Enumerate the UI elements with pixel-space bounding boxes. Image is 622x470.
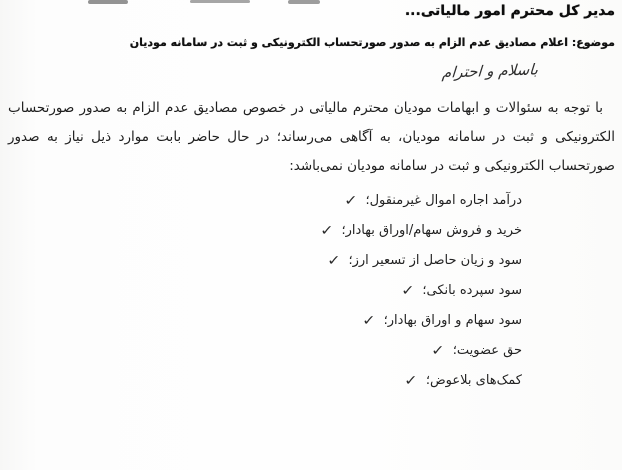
subject-line: موضوع: اعلام مصادیق عدم الزام به صدور صورتحساب الکترونیکی و ثبت در سامانه مودیان (129, 36, 615, 49)
check-icon: ✓ (404, 373, 418, 389)
list-item (321, 222, 522, 240)
check-icon: ✓ (326, 253, 341, 269)
list-item-text: سود سهام و اوراق بهادار؛ (383, 313, 522, 328)
list-item (363, 312, 522, 330)
body-paragraph-line-1: با توجه به سئوالات و ابهامات مودیان محترم مالیاتی در خصوص مصادیق عدم الزام به صدور صورتحساب (8, 100, 603, 116)
check-icon: ✓ (362, 313, 376, 329)
list-item (328, 252, 522, 270)
list-item-text: حق عضویت؛ (452, 343, 522, 358)
list-item-text: خرید و فروش سهام/اوراق بهادار؛ (341, 223, 522, 238)
check-icon: ✓ (343, 193, 358, 209)
list-item (402, 282, 522, 300)
exemption-checklist (321, 192, 522, 402)
list-item-text: کمک‌های بلاعوض؛ (425, 373, 522, 388)
check-icon: ✓ (400, 283, 415, 299)
list-item-text: درآمد اجاره اموال غیرمنقول؛ (365, 193, 522, 208)
list-item (345, 192, 522, 210)
handwritten-salutation: باسلام و احترام (441, 60, 539, 82)
list-item-text: سود سپرده بانکی؛ (422, 283, 522, 298)
body-paragraph-line-3: صورتحساب الکترونیکی و ثبت در سامانه مودیان نمی‌باشد: (289, 158, 615, 174)
list-item-text: سود و زیان حاصل از تسعیر ارز؛ (348, 253, 522, 268)
list-item (432, 342, 522, 360)
check-icon: ✓ (431, 343, 445, 359)
recipient-line: مدیر کل محترم امور مالیاتی... (404, 3, 615, 19)
check-icon: ✓ (319, 223, 334, 239)
body-paragraph-line-2: الکترونیکی و ثبت در سامانه مودیان، به آگاهی می‌رساند؛ در حال حاضر بابت موارد ذیل نیاز به صدور (8, 129, 615, 145)
list-item (405, 372, 522, 390)
